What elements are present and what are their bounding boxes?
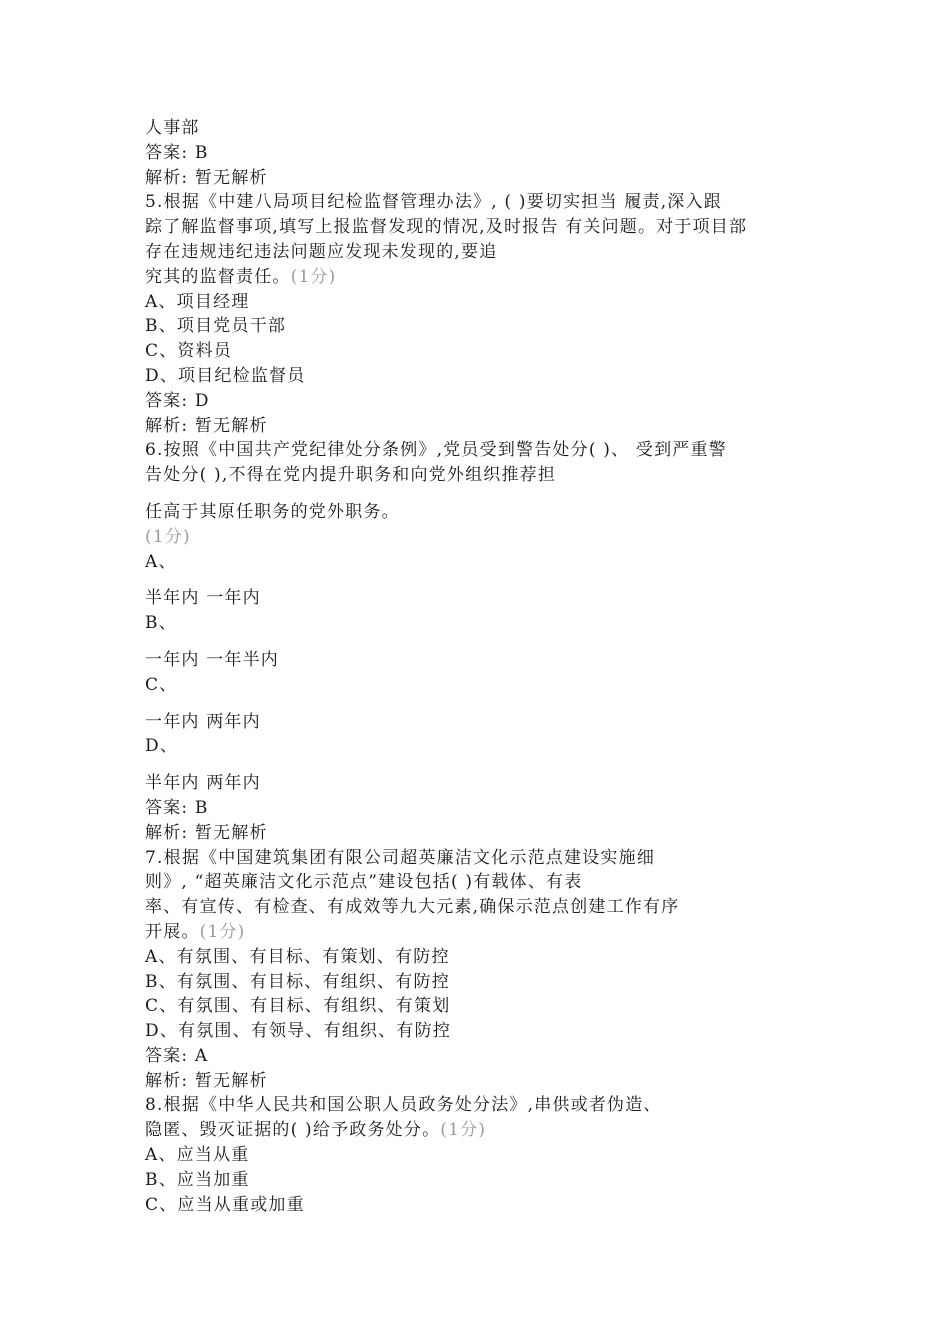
- question-stem-line: 率、有宣传、有检查、有成效等九大元素,确保示范点创建工作有序: [145, 897, 680, 918]
- analysis-line: 解析: 暂无解析: [145, 822, 268, 843]
- answer-line: 答案: B: [145, 797, 209, 818]
- spacer: [145, 698, 825, 710]
- option-a: A、应当从重: [145, 1145, 250, 1166]
- question-7: [145, 846, 825, 1094]
- question-stem-line: 存在违规违纪违法问题应发现未发现的,要追: [145, 241, 498, 262]
- option-c: C、应当从重或加重: [145, 1194, 305, 1215]
- analysis-line: 解析: 暂无解析: [145, 1070, 268, 1091]
- question-stem-line: 8.根据《中华人民共和国公职人员政务处分法》,串供或者伪造、: [145, 1095, 662, 1116]
- question-stem-line: 6.按照《中国共产党纪律处分条例》,党员受到警告处分( )、 受到严重警: [145, 440, 727, 461]
- option-c: C、资料员: [145, 341, 233, 362]
- option-a: A、有氛围、有目标、有策划、有防控: [145, 946, 450, 967]
- question-stem-text: 隐匿、毁灭证据的( )给予政务处分。: [145, 1120, 441, 1141]
- spacer: [145, 636, 825, 648]
- question-stem-line: [145, 265, 825, 290]
- question-stem-line: 任高于其原任职务的党外职务。: [145, 501, 400, 522]
- option-b: B、应当加重: [145, 1169, 250, 1190]
- document-page: [145, 116, 825, 1217]
- question-stem-line: [145, 1118, 825, 1143]
- option-b: B、项目党员干部: [145, 316, 287, 337]
- spacer: [145, 574, 825, 586]
- analysis-line: 解析: 暂无解析: [145, 415, 268, 436]
- answer-line: 答案: A: [145, 1045, 209, 1066]
- spacer: [145, 488, 825, 500]
- option-c: C、有氛围、有目标、有组织、有策划: [145, 996, 451, 1017]
- option-a: A、项目经理: [145, 291, 250, 312]
- question-stem-line: 则》, “超英廉洁文化示范点”建设包括( )有载体、有表: [145, 872, 583, 893]
- answer-line: 答案: B: [145, 142, 209, 163]
- option-text: 人事部: [145, 118, 200, 138]
- score-label: (1分): [290, 266, 337, 287]
- option-c-letter: C、: [145, 674, 178, 695]
- question-stem-line: 5.根据《中建八局项目纪检监督管理办法》, ( )要切实担当 履责,深入跟: [145, 192, 722, 213]
- question-stem-line: [145, 920, 825, 945]
- score-label: (1分): [440, 1120, 487, 1141]
- option-b: B、有氛围、有目标、有组织、有防控: [145, 971, 450, 992]
- option-a-letter: A、: [145, 551, 177, 572]
- spacer: [145, 759, 825, 771]
- option-c-text: 一年内 两年内: [145, 711, 261, 732]
- question-stem-text: 开展。: [145, 921, 200, 942]
- question-5: [145, 190, 825, 438]
- question-stem-line: 7.根据《中国建筑集团有限公司超英廉洁文化示范点建设实施细: [145, 847, 656, 868]
- score-label: (1分): [199, 921, 246, 942]
- option-d-text: 半年内 两年内: [145, 773, 261, 794]
- option-a-text: 半年内 一年内: [145, 588, 261, 609]
- option-d-letter: D、: [145, 736, 179, 757]
- option-d: D、有氛围、有领导、有组织、有防控: [145, 1021, 452, 1042]
- option-b-letter: B、: [145, 613, 177, 634]
- question-8: [145, 1093, 825, 1217]
- score-label: (1分): [145, 526, 191, 547]
- analysis-line: 解析: 暂无解析: [145, 167, 268, 188]
- question-stem-text: 究其的监督责任。: [145, 266, 291, 287]
- answer-line: 答案: D: [145, 390, 210, 411]
- option-b-text: 一年内 一年半内: [145, 649, 280, 670]
- question-6: [145, 438, 825, 845]
- question-stem-line: 踪了解监督事项,填写上报监督发现的情况,及时报告 有关问题。对于项目部: [145, 217, 748, 238]
- question-stem-line: 告处分( ),不得在党内提升职务和向党外组织推荐担: [145, 465, 557, 486]
- option-d: D、项目纪检监督员: [145, 365, 306, 386]
